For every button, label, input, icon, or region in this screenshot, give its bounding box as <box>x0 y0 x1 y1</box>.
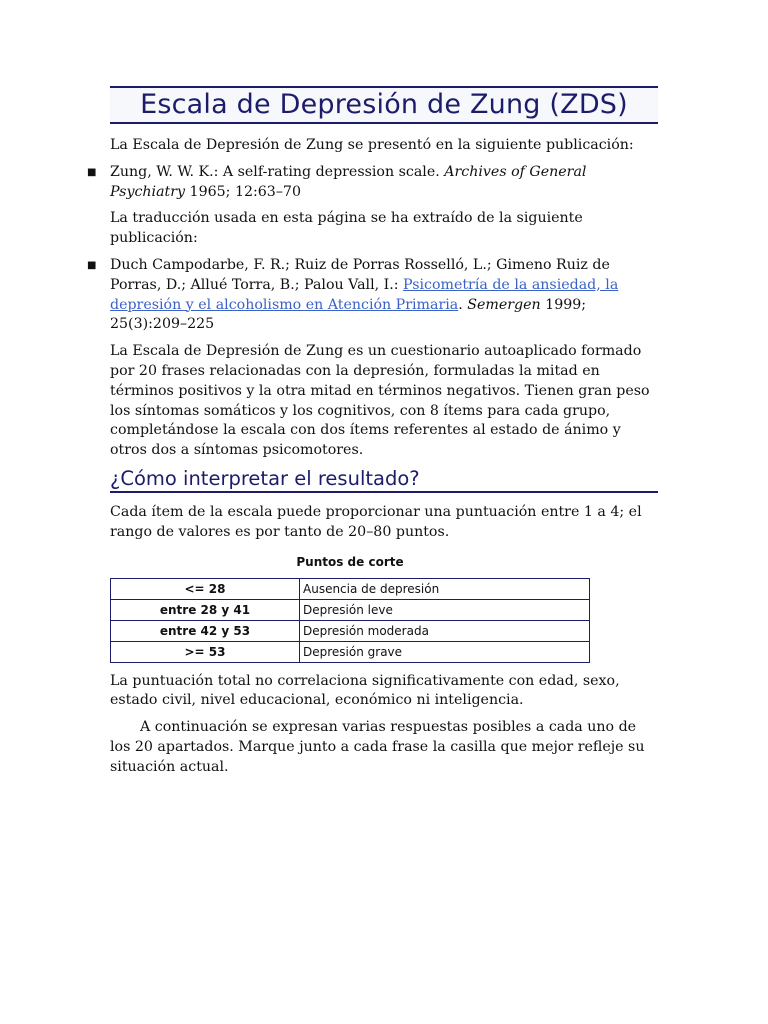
reference-separator: . <box>458 296 468 313</box>
reference-authors: Zung, W. W. K.: A self-rating depression scale. <box>110 163 445 180</box>
description-paragraph: La Escala de Depresión de Zung es un cuestionario autoaplicado formado por 20 frases relacionadas con la depresión, formuladas la mitad en términos positivos y la otra mitad en términos negativos. Tienen gran peso los síntomas somáticos y los cognitivos, con 8 ítems para cada grupo, completándose la escala con dos ítems referentes al estado de ánimo y otros dos a síntomas psicomotores. <box>110 343 650 459</box>
table-cell-label: Depresión leve <box>300 599 590 620</box>
cut-points-table <box>110 578 590 663</box>
table-cell-range: entre 42 y 53 <box>111 620 300 641</box>
table-row <box>111 641 590 662</box>
page-title: Escala de Depresión de Zung (ZDS) <box>140 89 628 120</box>
table-cell-range: >= 53 <box>111 641 300 662</box>
bullet-icon: ■ <box>87 166 97 178</box>
table-row <box>111 599 590 620</box>
table-cell-label: Depresión moderada <box>300 620 590 641</box>
reference-details: 1999; 25(3):209–225 <box>110 296 587 333</box>
translation-paragraph: La traducción usada en esta página se ha extraído de la siguiente publicación: <box>110 210 583 247</box>
reference-item-zung <box>87 163 658 203</box>
document-page <box>87 86 658 778</box>
continuation-paragraph: A continuación se expresan varias respuestas posibles a cada uno de los 20 apartados. Marque junto a cada frase la casilla que mejor refleje su situación actual. <box>110 719 645 775</box>
intro-paragraph: La Escala de Depresión de Zung se presentó en la siguiente publicación: <box>110 137 634 153</box>
range-paragraph: Cada ítem de la escala puede proporcionar una puntuación entre 1 a 4; el rango de valores es por tanto de 20–80 puntos. <box>110 503 642 540</box>
reference-details: 1965; 12:63–70 <box>185 183 301 200</box>
table-cell-range: entre 28 y 41 <box>111 599 300 620</box>
section-heading: ¿Cómo interpretar el resultado? <box>110 468 658 493</box>
reference-link[interactable]: Psicometría de la ansiedad, la depresión y el alcoholismo en Atención Primaria <box>110 276 619 313</box>
table-row <box>111 620 590 641</box>
table-cell-label: Depresión grave <box>300 641 590 662</box>
bullet-icon: ■ <box>87 259 97 271</box>
cut-table-caption: Puntos de corte <box>296 554 404 569</box>
title-banner <box>110 86 658 124</box>
table-cell-label: Ausencia de depresión <box>300 578 590 599</box>
reference-item-duch <box>87 256 658 335</box>
table-cell-range: <= 28 <box>111 578 300 599</box>
reference-journal: Archives of General Psychiatry <box>110 163 587 200</box>
correlation-paragraph: La puntuación total no correlaciona significativamente con edad, sexo, estado civil, nivel educacional, económico ni inteligencia. <box>110 672 620 709</box>
table-row <box>111 578 590 599</box>
reference-authors: Duch Campodarbe, F. R.; Ruiz de Porras Rosselló, L.; Gimeno Ruiz de Porras, D.; Allué Torra, B.; Palou Vall, I.: <box>110 256 610 293</box>
reference-journal: Semergen <box>467 296 541 313</box>
